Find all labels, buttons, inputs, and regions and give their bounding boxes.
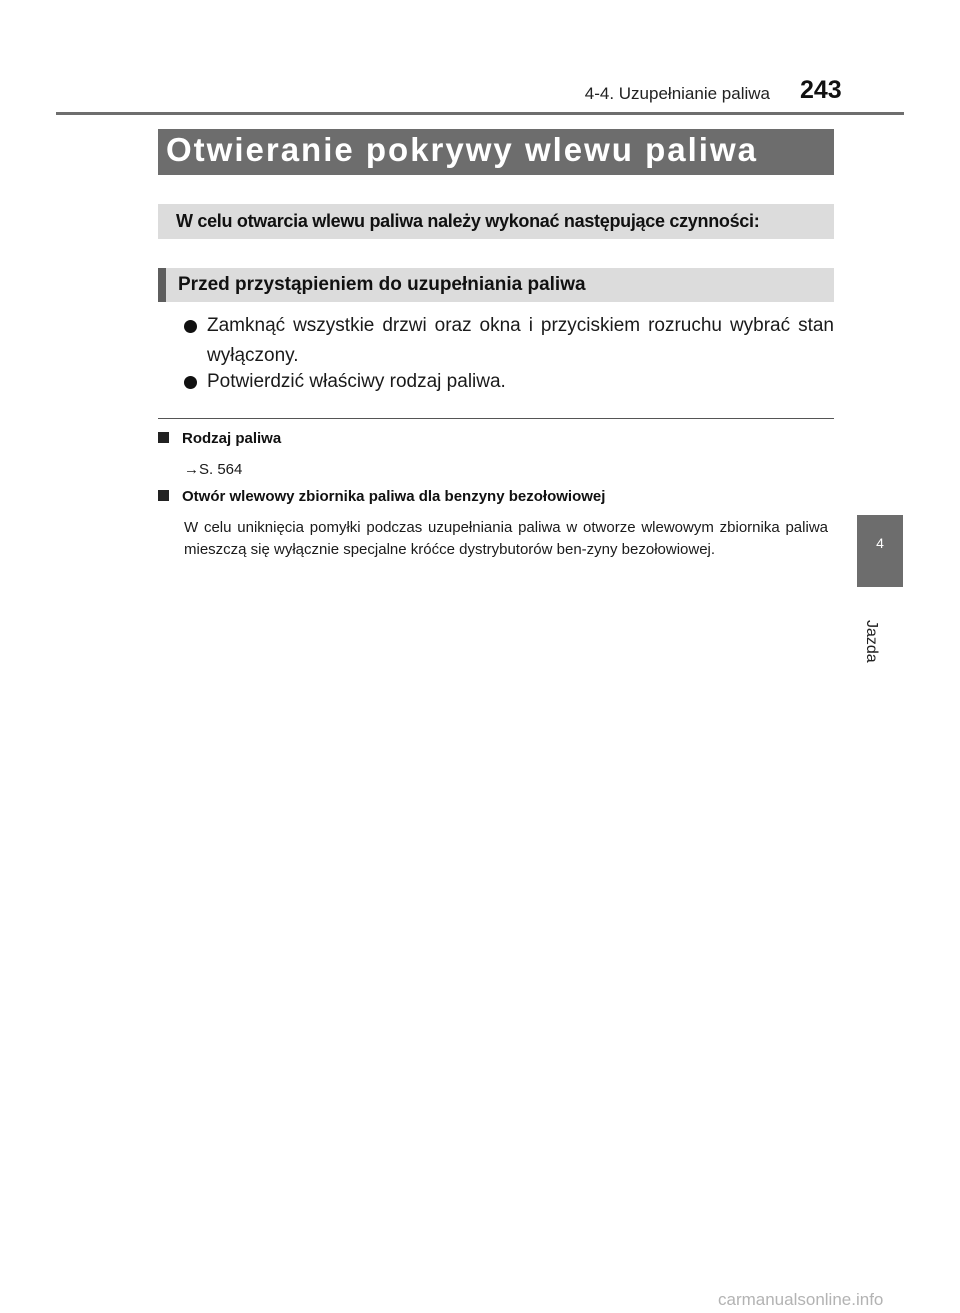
bullet-text: Potwierdzić właściwy rodzaj paliwa. — [207, 371, 506, 392]
note-heading-text: Rodzaj paliwa — [182, 430, 282, 447]
bullet-text: Zamknąć wszystkie drzwi oraz okna i przyciskiem rozruchu wybrać stan wyłączony. — [207, 315, 834, 366]
section-heading: Przed przystąpieniem do uzupełniania paliwa — [178, 274, 586, 295]
note-body: W celu uniknięcia pomyłki podczas uzupełniania paliwa w otworze wlewowym zbiornika paliwa mieszczą się wyłącznie specjalne króćce dystrybutorów ben-zyny bezołowiowej. — [184, 519, 828, 558]
page-reference-link[interactable]: →S. 564 — [184, 461, 243, 478]
chapter-tab — [857, 515, 903, 587]
bullet-dot-icon — [184, 376, 197, 389]
bullet-item — [184, 367, 834, 397]
bullet-dot-icon — [184, 320, 197, 333]
section-heading-bar — [158, 268, 834, 302]
page-title-bar — [158, 129, 834, 175]
page-title: Otwieranie pokrywy wlewu paliwa — [166, 131, 758, 168]
square-bullet-icon — [158, 432, 169, 443]
chapter-label: Jazda — [863, 620, 880, 663]
section-divider — [158, 418, 834, 419]
note-heading — [158, 488, 605, 505]
subtitle-bar — [158, 204, 834, 239]
square-bullet-icon — [158, 490, 169, 501]
note-heading — [158, 430, 281, 447]
note-heading-text: Otwór wlewowy zbiornika paliwa dla benzyny bezołowiowej — [182, 488, 606, 505]
header-rule — [56, 112, 904, 115]
page-number: 243 — [800, 76, 842, 104]
chapter-number: 4 — [876, 535, 884, 551]
header-section-title: 4-4. Uzupełnianie paliwa — [584, 84, 770, 103]
watermark: carmanualsonline.info — [718, 1290, 884, 1309]
bullet-item — [184, 311, 834, 371]
subtitle: W celu otwarcia wlewu paliwa należy wykonać następujące czynności: — [176, 211, 760, 231]
